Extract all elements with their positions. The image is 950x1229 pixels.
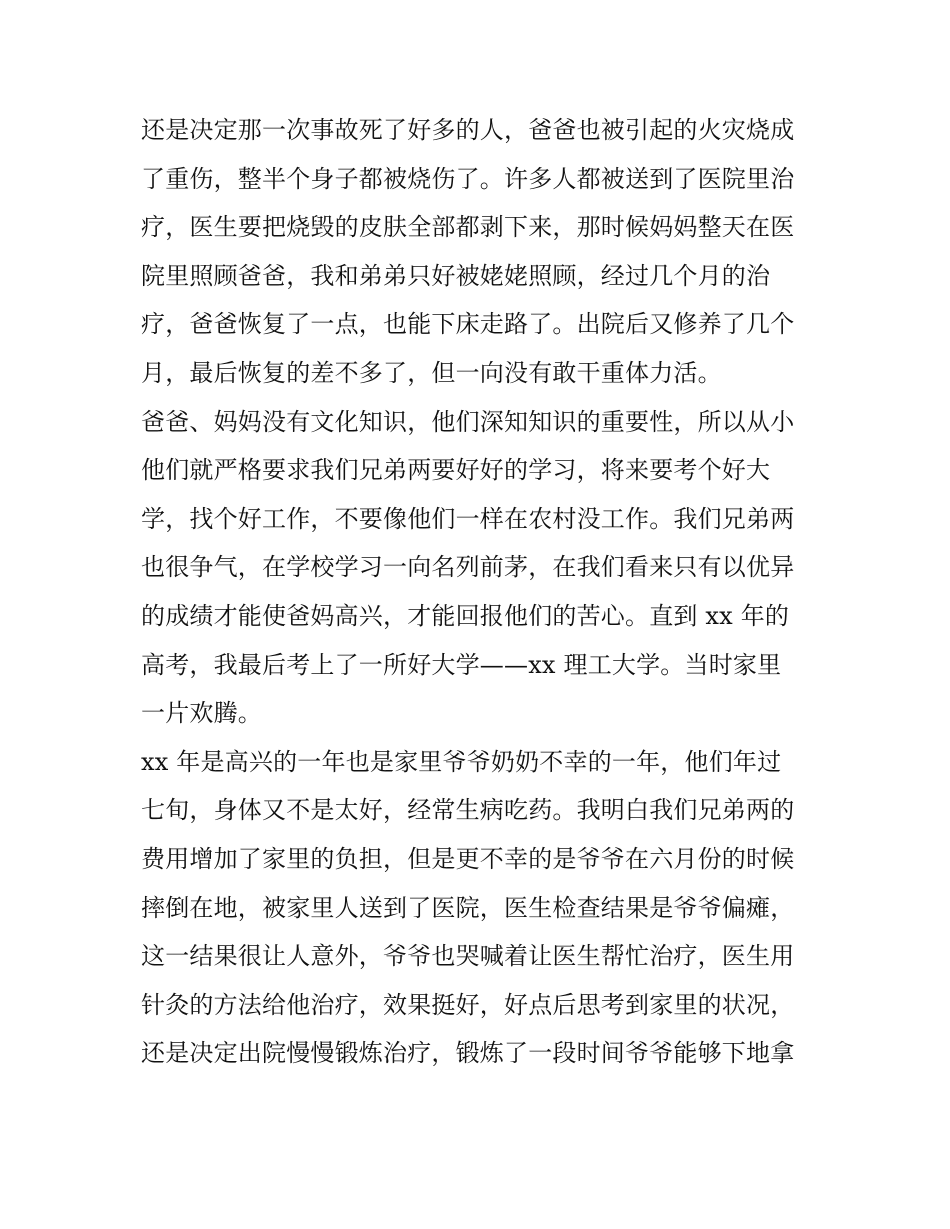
text-line-3: 疗，医生要把烧毁的皮肤全部都剥下来，那时候妈妈整天在医 — [141, 213, 795, 242]
text-line-16: 费用增加了家里的负担，但是更不幸的是爷爷在六月份的时候 — [141, 844, 795, 873]
text-line-12: 高考，我最后考上了一所好大学——xx 理工大学。当时家里 — [141, 650, 782, 679]
text-line-5: 疗，爸爸恢复了一点，也能下床走路了。出院后又修养了几个 — [141, 310, 795, 339]
text-line-18: 这一结果很让人意外，爷爷也哭喊着让医生帮忙治疗，医生用 — [141, 942, 795, 971]
text-line-15: 七旬，身体又不是太好，经常生病吃药。我明白我们兄弟两的 — [141, 796, 795, 825]
text-line-13: 一片欢腾。 — [141, 699, 262, 728]
text-line-19: 针灸的方法给他治疗，效果挺好，好点后思考到家里的状况， — [141, 990, 795, 1019]
text-line-17: 摔倒在地，被家里人送到了医院，医生检查结果是爷爷偏瘫， — [141, 893, 795, 922]
text-line-2: 了重伤，整半个身子都被烧伤了。许多人都被送到了医院里治 — [141, 164, 795, 193]
text-line-7: 爸爸、妈妈没有文化知识，他们深知知识的重要性，所以从小 — [141, 407, 795, 436]
text-line-1: 还是决定那一次事故死了好多的人，爸爸也被引起的火灾烧成 — [141, 116, 795, 144]
text-line-6: 月，最后恢复的差不多了，但一向没有敢干重体力活。 — [141, 358, 722, 387]
text-line-11: 的成绩才能使爸妈高兴，才能回报他们的苦心。直到 xx 年的 — [141, 601, 790, 630]
text-line-8: 他们就严格要求我们兄弟两要好好的学习，将来要考个好大 — [141, 456, 771, 485]
text-line-4: 院里照顾爸爸，我和弟弟只好被姥姥照顾，经过几个月的治 — [141, 261, 771, 290]
text-line-20: 还是决定出院慢慢锻炼治疗，锻炼了一段时间爷爷能够下地拿 — [141, 1039, 795, 1068]
text-line-10: 也很争气，在学校学习一向名列前茅，在我们看来只有以优异 — [141, 553, 795, 582]
body-text — [141, 106, 821, 1078]
text-line-9: 学，找个好工作，不要像他们一样在农村没工作。我们兄弟两 — [141, 504, 795, 533]
text-line-14: xx 年是高兴的一年也是家里爷爷奶奶不幸的一年，他们年过 — [141, 747, 782, 776]
